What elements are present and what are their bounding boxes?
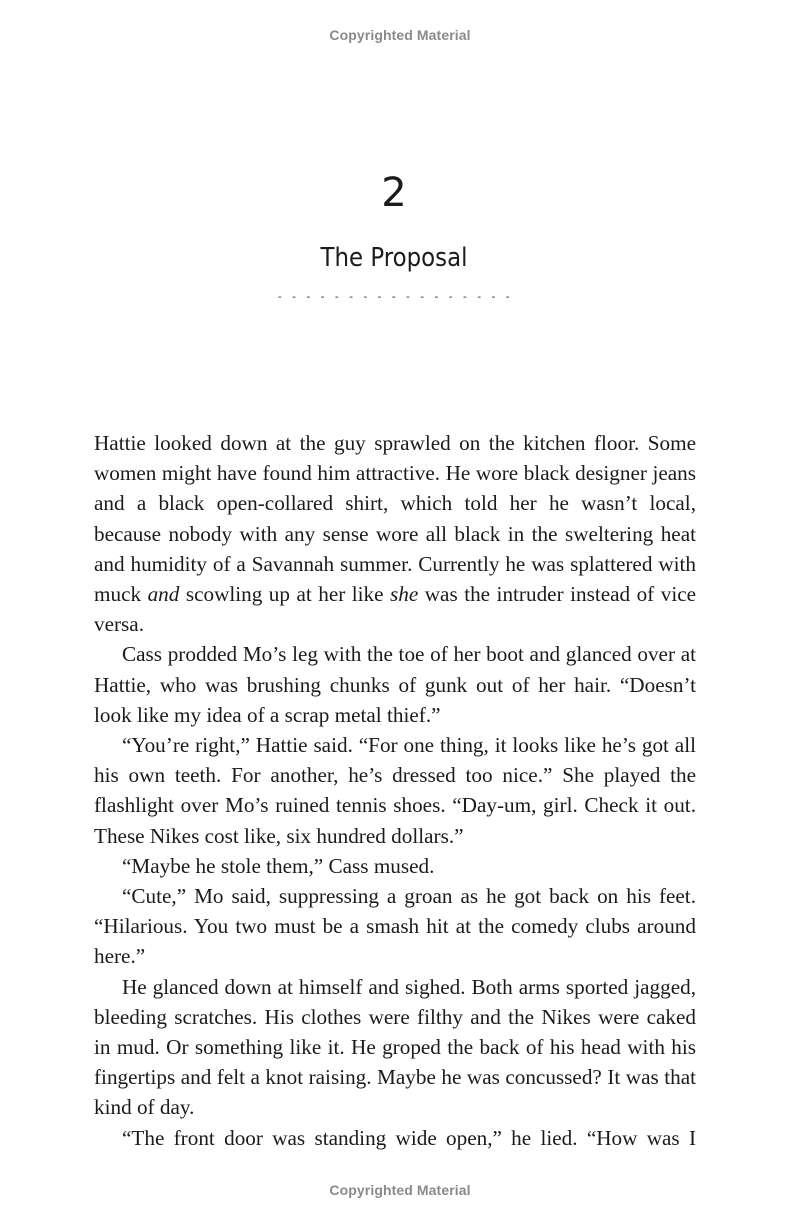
- chapter-number: 2: [381, 170, 407, 216]
- text-run: He glanced down at himself and sighed. Both arms sported jagged, bleeding scratches. His clothes were filthy and the Nikes were caked in mud. Or something like it. He groped the back of his head with his fingertips and felt a knot raising. Maybe he was concussed? It was that kind of day.: [94, 974, 696, 1120]
- text-run: Cass prodded Mo’s leg with the toe of her boot and glanced over at Hattie, who was brushing chunks of gunk out of her hair. “Doesn’t look like my idea of a scrap metal thief.”: [94, 642, 696, 727]
- text-run: “Cute,” Mo said, suppressing a groan as he got back on his feet. “Hilarious. You two must be a smash hit at the comedy clubs around here.”: [94, 884, 696, 969]
- text-run: Hattie looked down at the guy sprawled on the kitchen floor. Some women might have found him attractive. He wore black designer jeans and a black open-collared shirt, which told her he wasn’t local, because nobody with any sense wore all black in the sweltering heat and humidity of a Savannah summer. Currently he was splattered with muck: [94, 431, 696, 607]
- copyright-watermark-bottom: Copyrighted Material: [329, 1182, 471, 1198]
- text-run: scowling up at her like: [179, 582, 391, 607]
- chapter-title: The Proposal: [320, 243, 468, 273]
- body-text: [94, 428, 696, 1153]
- italic-run: and: [147, 582, 180, 607]
- paragraph: [94, 881, 696, 972]
- chapter-title-rule: - - - - - - - - - - - - - - - - -: [276, 290, 512, 303]
- paragraph: [94, 428, 696, 639]
- text-run: “You’re right,” Hattie said. “For one thing, it looks like he’s got all his own teeth. For another, he’s dressed too nice.” She played the flashlight over Mo’s ruined tennis shoes. “Day-um, girl. Check it out. These Nikes cost like, six hundred dollars.”: [94, 733, 696, 848]
- text-run: “The front door was standing wide open,” he lied. “How was I: [122, 1125, 696, 1150]
- copyright-watermark-top: Copyrighted Material: [329, 27, 471, 43]
- text-run: was the intruder instead of vice versa.: [94, 582, 697, 637]
- paragraph: [94, 972, 696, 1123]
- paragraph: [94, 1123, 696, 1153]
- paragraph: [94, 851, 696, 881]
- text-run: “Maybe he stole them,” Cass mused.: [122, 853, 435, 878]
- paragraph: [94, 730, 696, 851]
- italic-run: she: [390, 582, 419, 607]
- paragraph: [94, 639, 696, 730]
